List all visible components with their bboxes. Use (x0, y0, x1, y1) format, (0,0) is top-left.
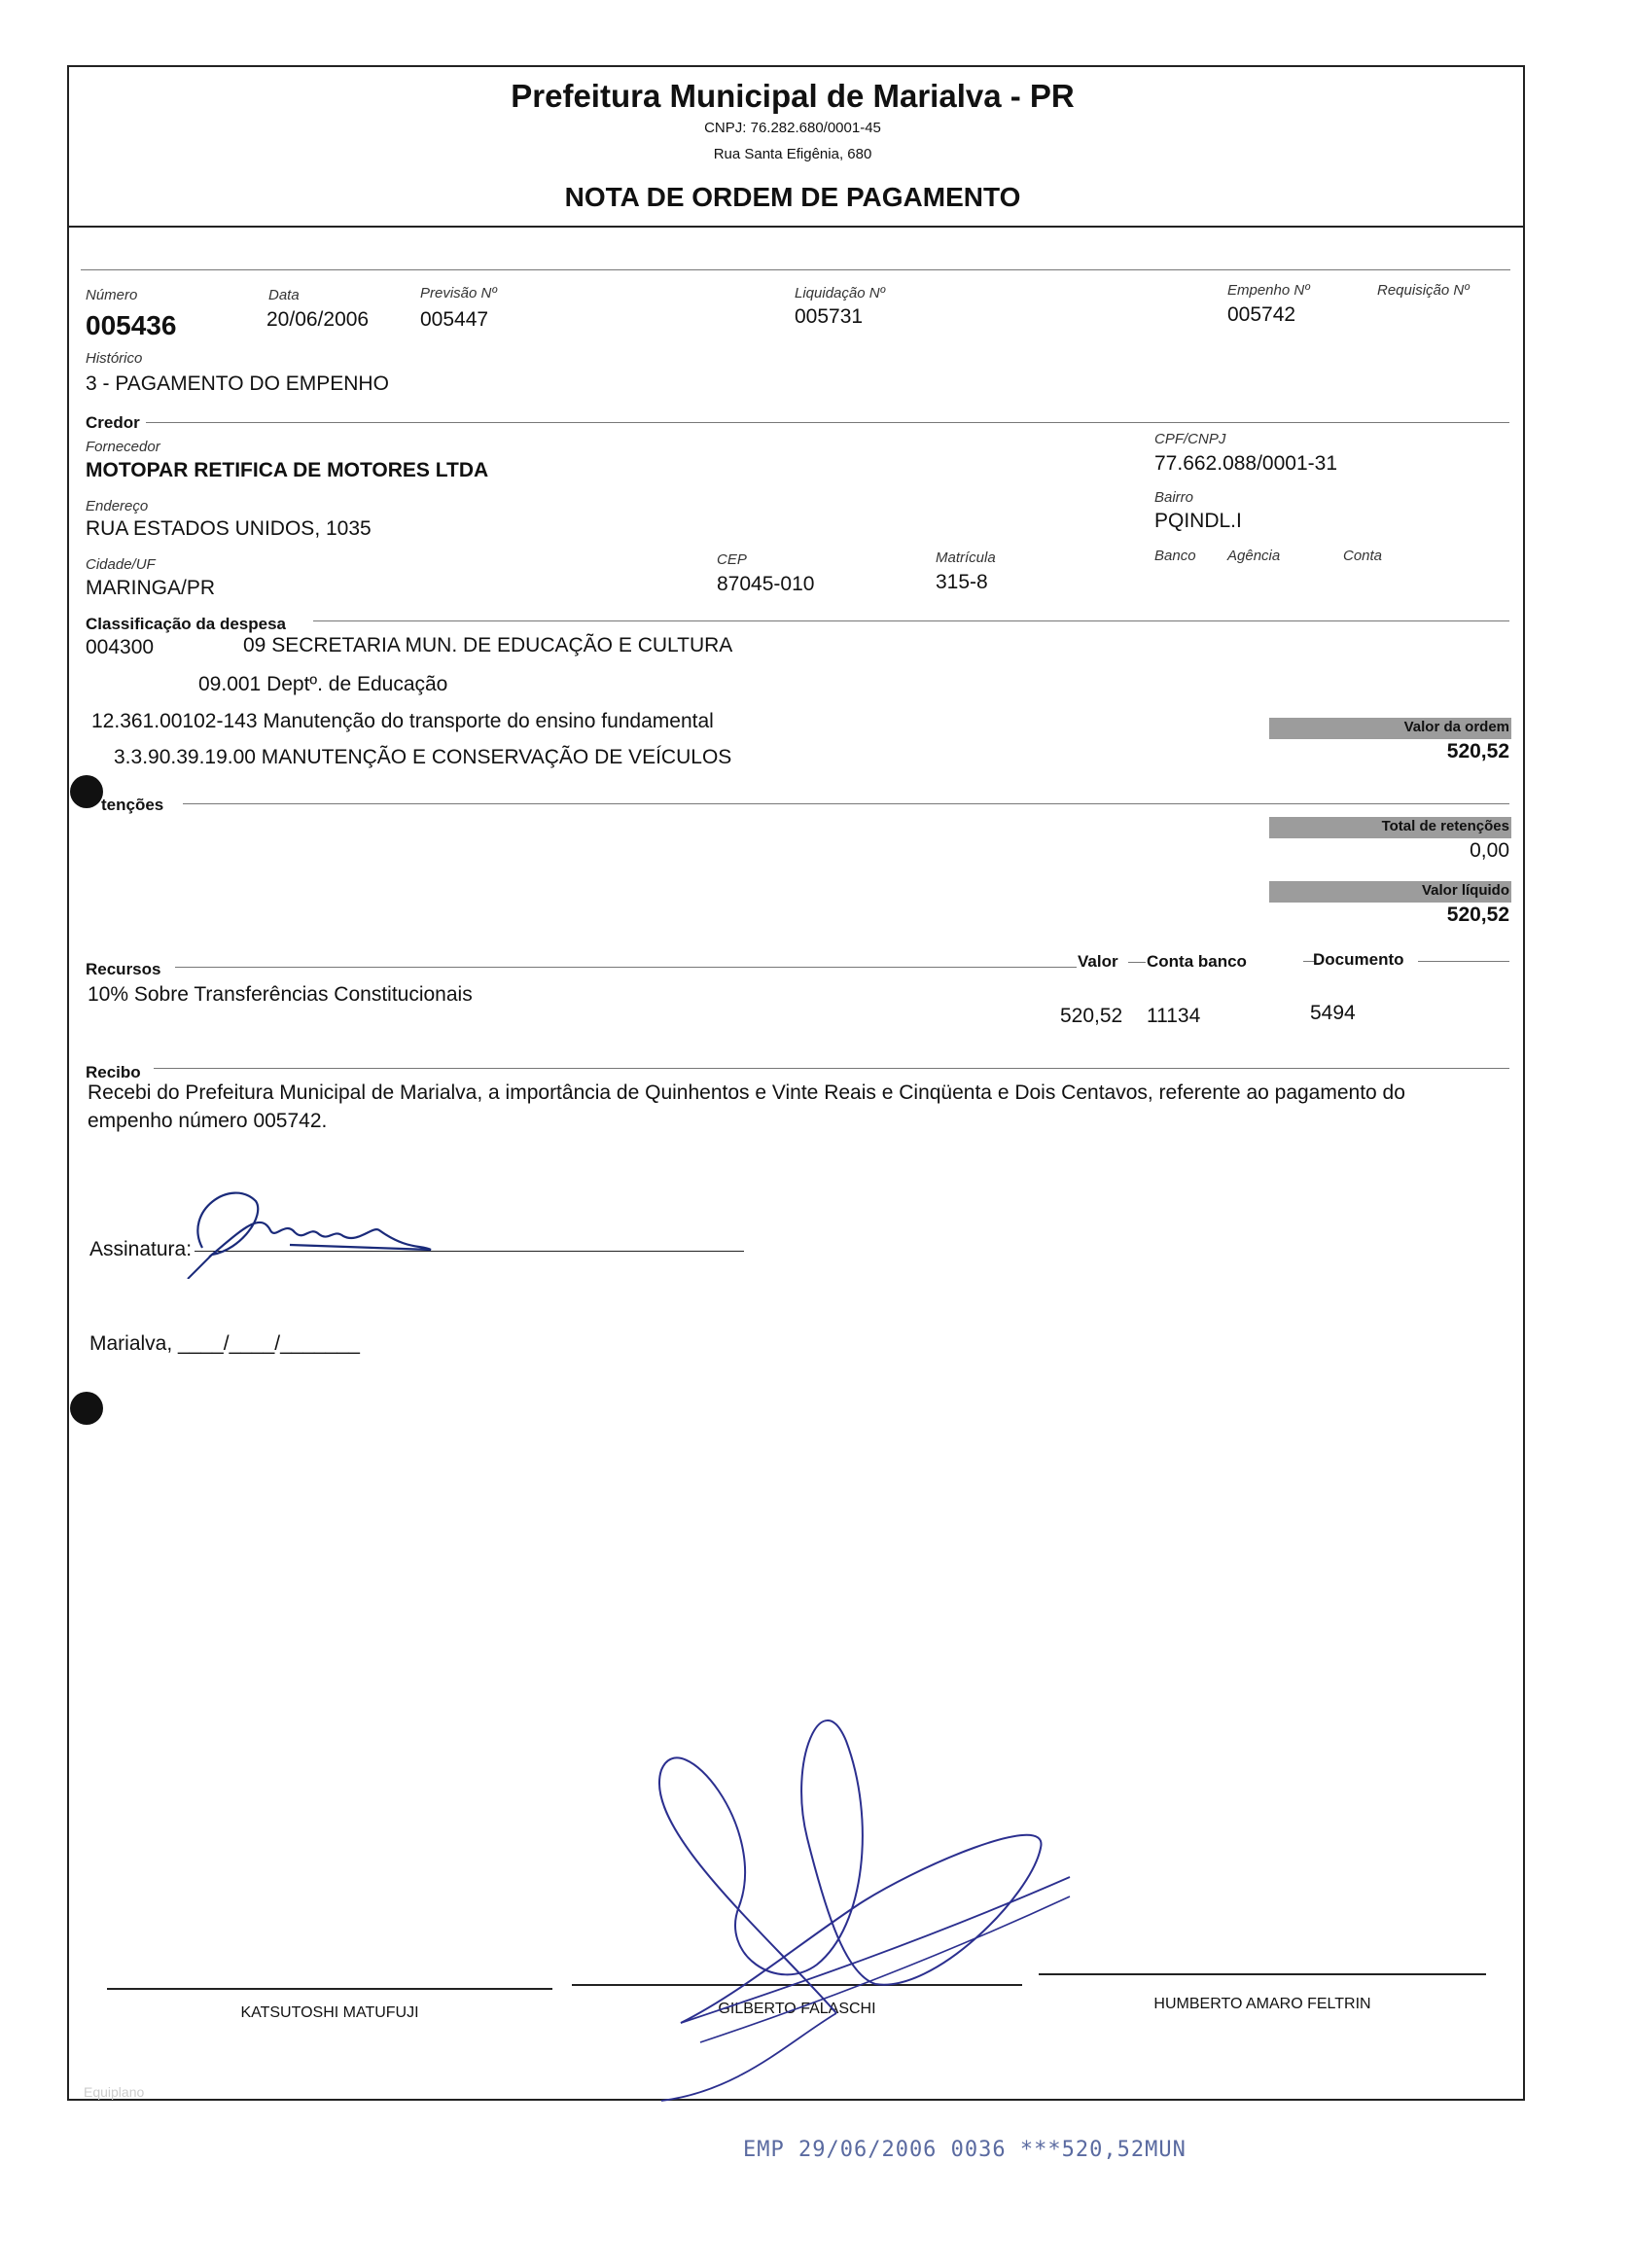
page-title: Prefeitura Municipal de Marialva - PR (511, 78, 1075, 114)
historico-value: 3 - PAGAMENTO DO EMPENHO (86, 372, 389, 395)
total-retencoes-label: Total de retenções (1381, 818, 1509, 834)
valor-liquido-label: Valor líquido (1421, 882, 1509, 899)
banco-label: Banco (1154, 548, 1196, 564)
signatory-2-name: GILBERTO FALASCHI (718, 2001, 876, 2017)
recursos-documento-header: Documento (1313, 950, 1404, 969)
classificacao-elemento: 3.3.90.39.19.00 MANUTENÇÃO E CONSERVAÇÃO DE VEÍCULOS (114, 746, 732, 768)
retencoes-section-title: tenções (101, 796, 164, 814)
data-value: 20/06/2006 (266, 308, 370, 331)
recibo-rule (154, 1068, 1509, 1069)
data-label: Data (268, 287, 300, 303)
endereco-label: Endereço (86, 498, 149, 514)
previsao-label: Previsão Nº (420, 285, 497, 301)
bairro-value: PQINDL.I (1154, 510, 1242, 532)
recursos-valor: 520,52 (1060, 1005, 1123, 1027)
address-line: Rua Santa Efigênia, 680 (713, 146, 872, 162)
document-title: NOTA DE ORDEM DE PAGAMENTO (564, 182, 1021, 212)
signatory-3-name: HUMBERTO AMARO FELTRIN (1153, 1996, 1371, 2012)
punch-hole-top (70, 775, 103, 808)
punch-hole-bottom (70, 1392, 103, 1425)
credor-section-title: Credor (86, 413, 140, 432)
valor-ordem-value: 520,52 (1446, 740, 1509, 762)
bank-stamp: EMP 29/06/2006 0036 ***520,52MUN (743, 2138, 1187, 2162)
recursos-valor-header: Valor (1078, 952, 1118, 971)
fornecedor-value: MOTOPAR RETIFICA DE MOTORES LTDA (86, 459, 489, 481)
cep-value: 87045-010 (717, 573, 815, 595)
classificacao-programa: 12.361.00102-143 Manutenção do transporte do ensino fundamental (91, 710, 714, 732)
recursos-conta: 11134 (1147, 1005, 1201, 1027)
fornecedor-label: Fornecedor (86, 439, 160, 455)
signature-line-3 (1039, 1973, 1486, 1975)
recursos-documento: 5494 (1310, 1002, 1356, 1024)
recibo-text-line2: empenho número 005742. (88, 1110, 328, 1132)
cep-label: CEP (717, 551, 747, 568)
header-divider (67, 226, 1525, 228)
historico-label: Histórico (86, 350, 143, 367)
cpf-value: 77.662.088/0001-31 (1154, 452, 1338, 475)
numero-value: 005436 (86, 310, 177, 340)
recursos-rule-2 (1128, 962, 1146, 963)
classificacao-code: 004300 (86, 636, 155, 658)
recursos-section-title: Recursos (86, 960, 161, 978)
classificacao-section-title: Classificação da despesa (86, 615, 287, 633)
empenho-value: 005742 (1227, 303, 1296, 326)
cidade-value: MARINGA/PR (86, 577, 216, 599)
local-data-line: Marialva, ____/____/_______ (89, 1332, 360, 1355)
recipient-signature (173, 1172, 436, 1279)
empenho-label: Empenho Nº (1227, 282, 1310, 299)
numero-label: Número (86, 287, 138, 303)
liquidacao-label: Liquidação Nº (795, 285, 886, 301)
previsao-value: 005447 (420, 308, 489, 331)
credor-rule (146, 422, 1509, 423)
cpf-label: CPF/CNPJ (1154, 431, 1226, 447)
requisicao-label: Requisição Nº (1377, 282, 1470, 299)
total-retencoes-value: 0,00 (1470, 839, 1509, 862)
cnpj-line: CNPJ: 76.282.680/0001-45 (704, 120, 881, 136)
retencoes-rule (183, 803, 1509, 804)
signatory-1-name: KATSUTOSHI MATUFUJI (240, 2004, 419, 2021)
endereco-value: RUA ESTADOS UNIDOS, 1035 (86, 517, 372, 540)
mayor-signature (622, 1702, 1089, 2110)
matricula-label: Matrícula (936, 549, 996, 566)
cidade-label: Cidade/UF (86, 556, 156, 573)
recursos-rule (175, 967, 1077, 968)
recursos-rule-4 (1418, 961, 1509, 962)
recibo-section-title: Recibo (86, 1063, 141, 1081)
valor-liquido-value: 520,52 (1446, 904, 1509, 926)
recursos-conta-header: Conta banco (1147, 952, 1247, 971)
bairro-label: Bairro (1154, 489, 1194, 506)
assinatura-label: Assinatura: (89, 1238, 193, 1260)
fields-divider (81, 269, 1510, 270)
classificacao-secretaria: 09 SECRETARIA MUN. DE EDUCAÇÃO E CULTURA (243, 634, 733, 656)
equiplano-watermark: Equiplano (84, 2084, 145, 2100)
signature-line-1 (107, 1988, 552, 1990)
recursos-descricao: 10% Sobre Transferências Constitucionais (88, 983, 473, 1006)
matricula-value: 315-8 (936, 571, 988, 593)
classificacao-departamento: 09.001 Deptº. de Educação (198, 673, 448, 695)
conta-label: Conta (1343, 548, 1383, 564)
valor-ordem-label: Valor da ordem (1403, 719, 1509, 735)
recibo-text-line1: Recebi do Prefeitura Municipal de Marialva, a importância de Quinhentos e Vinte Reais e Cinqüenta e Dois Centavos, referente ao pagamento do (88, 1081, 1405, 1104)
liquidacao-value: 005731 (795, 305, 864, 328)
classificacao-rule (313, 620, 1509, 621)
agencia-label: Agência (1227, 548, 1281, 564)
